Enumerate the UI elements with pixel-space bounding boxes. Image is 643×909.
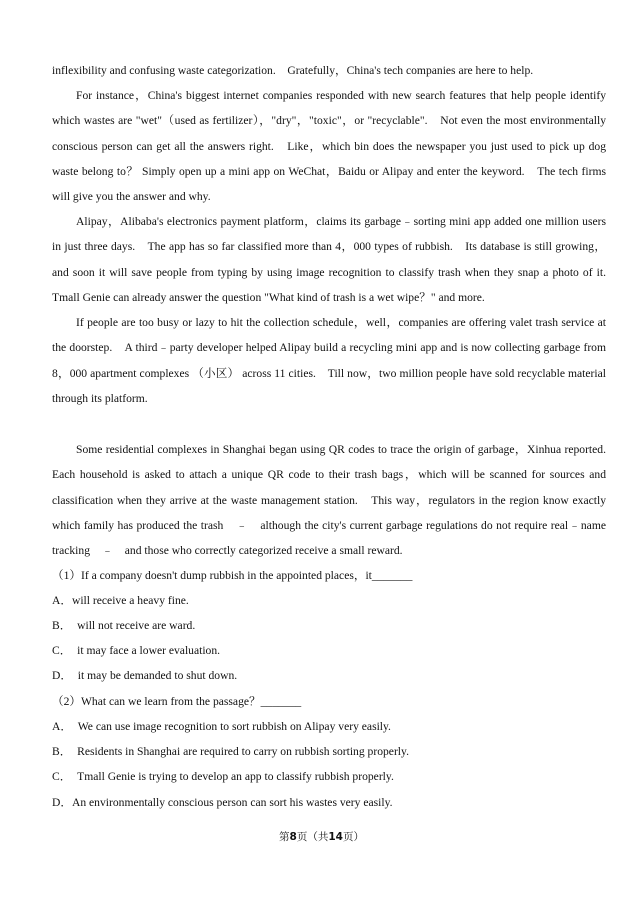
footer-page-number: 8 bbox=[289, 831, 297, 843]
footer-middle: 页（共 bbox=[296, 831, 329, 843]
passage-paragraph-3: If people are too busy or lazy to hit the collection schedule，well，companies are offering valet trash service at the doorstep. A third﹣party developer helped Alipay build a recycling mini app and is now collecting garbage from 8，000 apartment complexes （小区） across 11 cities. Till now，two million people have sold recyclable material through its platform. bbox=[52, 316, 606, 405]
question-2-option-d: D．An environmentally conscious person can sort his wastes very easily. bbox=[52, 796, 393, 809]
question-1-option-b: B． will not receive are ward. bbox=[52, 619, 196, 632]
passage-paragraph-1: For instance，China's biggest internet companies responded with new search features that help people identify which wastes are "wet"（used as fertilizer），"dry"，"toxic"，or "recyclable". Not even the most environmentally conscious person can get all the answers right. Like，which bin does the newspaper you just used to pick up dog waste belong to？ Simply open up a mini app on WeChat，Baidu or Alipay and enter the keyword. The tech firms will give you the answer and why. bbox=[52, 89, 606, 204]
passage-paragraph-0: inflexibility and confusing waste categorization. Gratefully，China's tech companies are here to help. bbox=[52, 64, 534, 77]
passage-paragraph-4: Some residential complexes in Shanghai began using QR codes to trace the origin of garbage，Xinhua reported. Each household is asked to attach a unique QR code to their trash bags，which will be scanned for sources and classification when they arrive at the waste management station. This way，regulators in the region know exactly which family has produced the trash ﹣ although the city's current garbage regulations do not require real﹣name tracking ﹣ and those who correctly categorized receive a small reward. bbox=[52, 443, 618, 558]
passage-paragraph-2: Alipay，Alibaba's electronics payment platform，claims its garbage﹣sorting mini app added one million users in just three days. The app has so far classified more than 4，000 types of rubbish. Its database is still growing，and soon it will save people from typing by using image recognition to classify trash when they snap a photo of it. Tmall Genie can already answer the question "What kind of trash is a wet wipe？" and more. bbox=[52, 215, 618, 304]
question-2-option-a: A． We can use image recognition to sort rubbish on Alipay very easily. bbox=[52, 720, 391, 733]
question-1-option-d: D． it may be demanded to shut down. bbox=[52, 669, 238, 682]
footer-total-pages: 14 bbox=[328, 831, 343, 843]
question-2-option-b: B． Residents in Shanghai are required to carry on rubbish sorting properly. bbox=[52, 745, 409, 758]
question-2-option-c: C． Tmall Genie is trying to develop an app to classify rubbish properly. bbox=[52, 770, 394, 783]
footer-suffix: 页） bbox=[342, 831, 364, 843]
question-1-option-a: A．will receive a heavy fine. bbox=[52, 594, 189, 607]
question-1-stem: （1）If a company doesn't dump rubbish in the appointed places，it_______ bbox=[52, 569, 413, 582]
question-2-stem: （2）What can we learn from the passage？_______ bbox=[52, 695, 302, 708]
question-1-option-c: C． it may face a lower evaluation. bbox=[52, 644, 221, 657]
footer-prefix: 第 bbox=[279, 831, 290, 843]
page-number-footer bbox=[0, 829, 643, 844]
